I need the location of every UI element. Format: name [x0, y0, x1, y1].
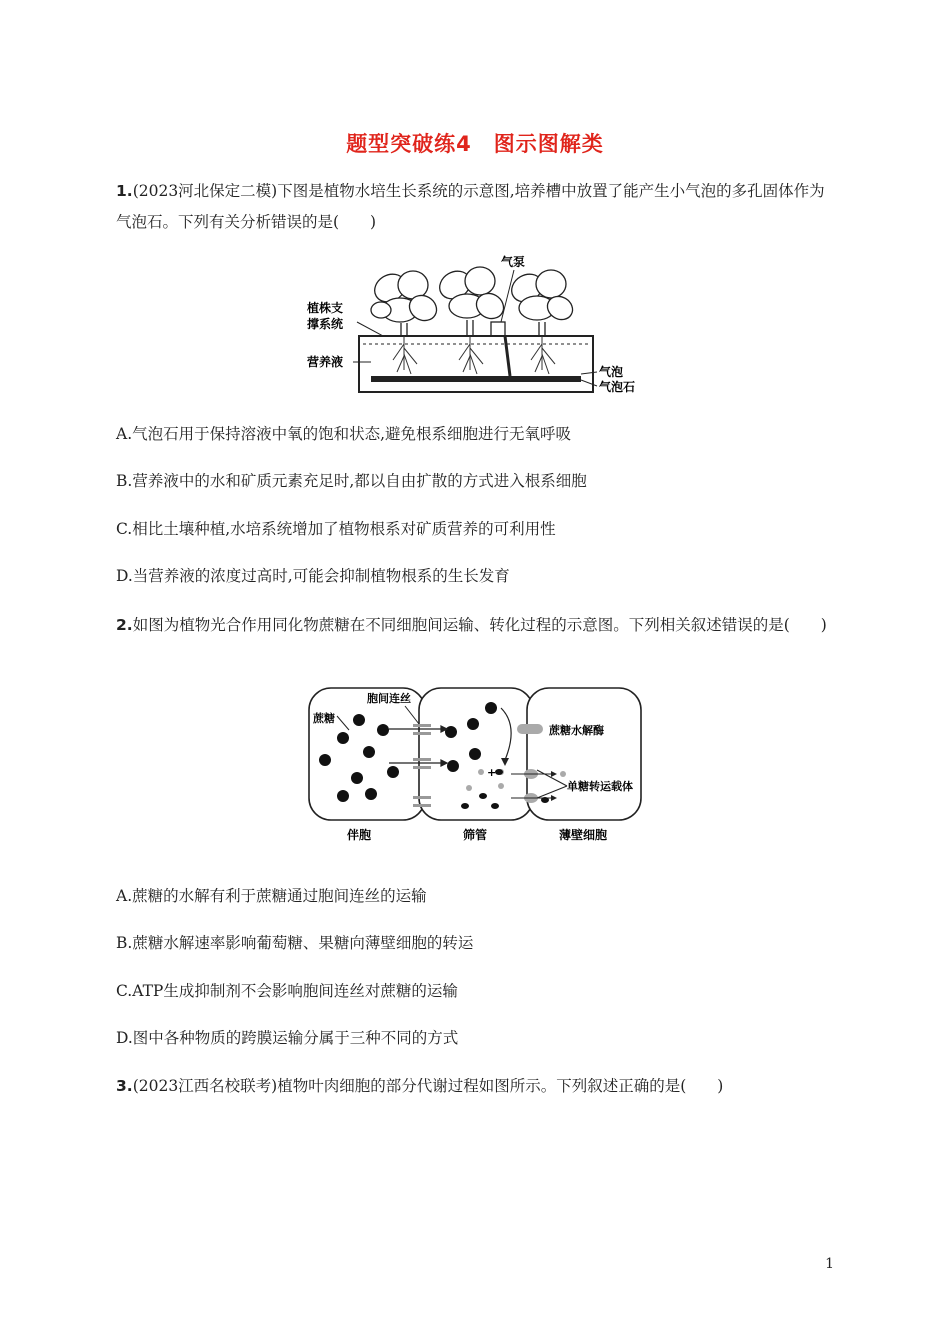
q1-option-a: A.气泡石用于保持溶液中氧的饱和状态,避免根系细胞进行无氧呼吸	[116, 425, 572, 443]
question-3-text: (2023江西名校联考)植物叶肉细胞的部分代谢过程如图所示。下列叙述正确的是( )	[132, 1077, 724, 1095]
question-3-number: 3.	[116, 1077, 133, 1095]
air-pump	[491, 322, 505, 336]
hydroponics-figure	[305, 248, 645, 398]
question-2-stem	[116, 610, 838, 641]
label-support-2: 撑系统	[307, 317, 344, 331]
page-number: 1	[825, 1256, 834, 1272]
invertase-enzyme	[517, 724, 543, 734]
plant-right	[507, 269, 577, 336]
label-pump: 气泵	[501, 255, 526, 269]
label-plus: +	[487, 766, 497, 779]
label-transporter: 单糖转运载体	[567, 780, 633, 793]
label-bubble: 气泡	[599, 365, 624, 379]
label-stone: 气泡石	[599, 380, 636, 394]
sucrose-transport-figure	[305, 686, 647, 846]
q2-option-b: B.蔗糖水解速率影响葡萄糖、果糖向薄壁细胞的转运	[116, 934, 474, 952]
label-solution: 营养液	[307, 355, 344, 369]
air-stone	[371, 376, 581, 382]
q1-option-b: B.营养液中的水和矿质元素充足时,都以自由扩散的方式进入根系细胞	[116, 472, 587, 490]
page-title: 题型突破练4 图示图解类	[346, 132, 604, 156]
label-invertase: 蔗糖水解酶	[549, 724, 604, 737]
plant-left	[370, 269, 441, 336]
q2-option-c: C.ATP生成抑制剂不会影响胞间连丝对蔗糖的运输	[116, 982, 458, 1000]
label-sucrose: 蔗糖	[313, 712, 335, 725]
label-companion-cell: 伴胞	[347, 828, 372, 842]
label-plasmodesmata: 胞间连丝	[367, 692, 411, 705]
question-2-number: 2.	[116, 616, 133, 634]
label-sieve-tube: 筛管	[463, 828, 488, 842]
question-1-stem	[116, 176, 838, 238]
label-parenchyma-cell: 薄壁细胞	[559, 828, 608, 842]
question-1-number: 1.	[116, 182, 133, 200]
q1-option-d: D.当营养液的浓度过高时,可能会抑制植物根系的生长发育	[116, 567, 510, 585]
question-1-text: (2023河北保定二模)下图是植物水培生长系统的示意图,培养槽中放置了能产生小气泡的多孔固体作为气泡石。下列有关分析错误的是( )	[116, 182, 825, 231]
question-2-text: 如图为植物光合作用同化物蔗糖在不同细胞间运输、转化过程的示意图。下列相关叙述错误的是( )	[132, 616, 827, 634]
q2-option-a: A.蔗糖的水解有利于蔗糖通过胞间连丝的运输	[116, 887, 427, 905]
q2-option-d: D.图中各种物质的跨膜运输分属于三种不同的方式	[116, 1029, 459, 1047]
question-3-stem	[116, 1071, 838, 1102]
q1-option-c: C.相比土壤种植,水培系统增加了植物根系对矿质营养的可利用性	[116, 520, 556, 538]
label-support-1: 植株支	[307, 301, 344, 315]
